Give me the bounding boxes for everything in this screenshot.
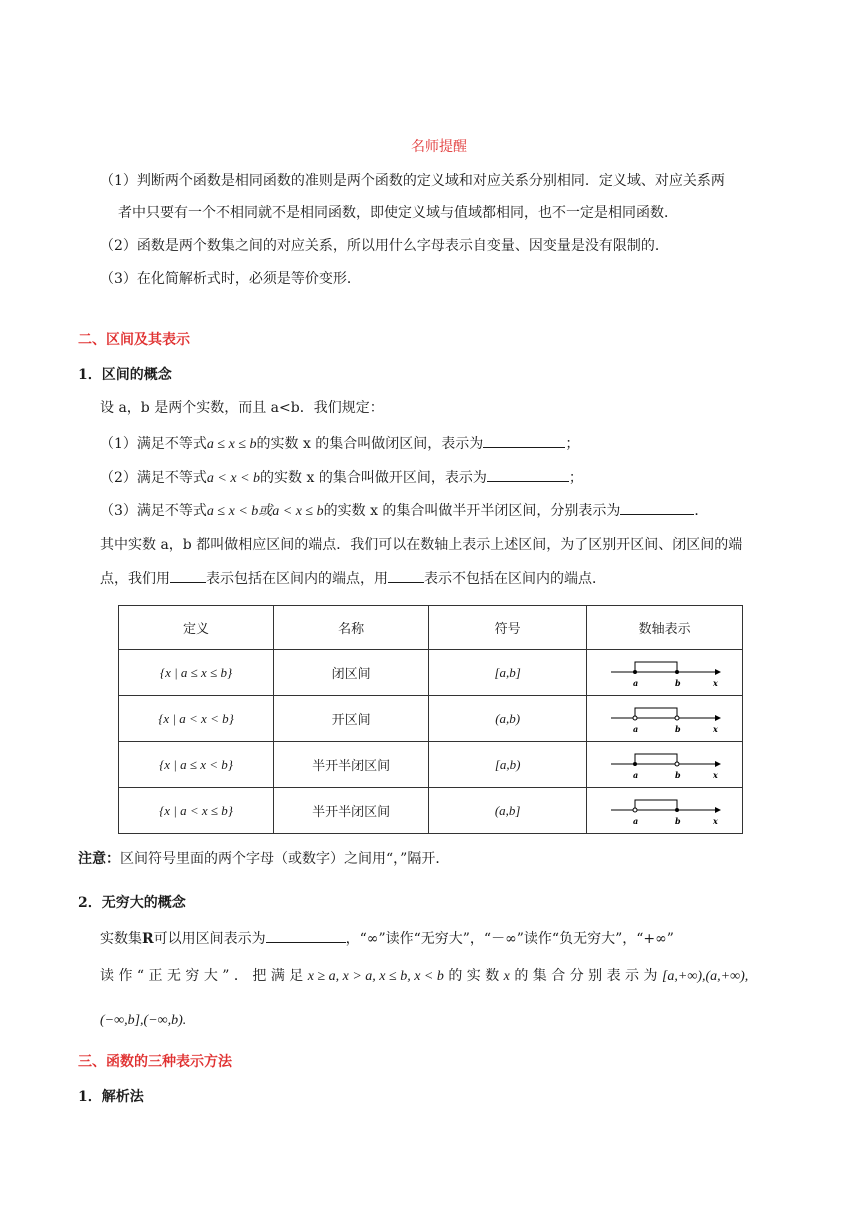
section-heading-intervals: 二、区间及其表示 [78, 332, 190, 348]
interval-table [118, 605, 743, 834]
row4-symbol: (a,b] [429, 788, 587, 834]
para-b-part1: 点，我们用 [100, 571, 170, 587]
infinity-line-3: (−∞,b],(−∞,b). [100, 1013, 187, 1028]
axis-label-b: b [674, 815, 681, 826]
real-set-interval-blank[interactable] [266, 928, 346, 943]
row2-symbol: (a,b) [429, 696, 587, 742]
row4-name: 半开半闭区间 [274, 788, 429, 834]
tip-paragraph-3: （3）在化简解析式时，必须是等价变形． [100, 271, 361, 287]
axis-label-b: b [674, 769, 681, 780]
row4-number-line [587, 788, 743, 834]
tip-paragraph-2: （2）函数是两个数集之间的对应关系，所以用什么字母表示自变量、因变量是没有限制的． [100, 238, 669, 254]
table-row [119, 788, 743, 834]
row3-number-line [587, 742, 743, 788]
included-endpoint-blank[interactable] [170, 568, 206, 583]
closed-interval-number-line [605, 656, 725, 690]
inf-b-math: x ≥ a, x > a, x ≤ b, x < b [307, 969, 444, 984]
item2-prefix: （2）满足不等式 [100, 470, 207, 486]
note-line [78, 849, 449, 869]
table-row [119, 696, 743, 742]
table-row [119, 650, 743, 696]
table-header-row [119, 606, 743, 650]
inf-text-3: ，“∞”读作“无穷大”，“－∞”读作“负无穷大”，“+∞” [345, 931, 674, 947]
item1-end: ； [565, 436, 580, 452]
row3-name: 半开半闭区间 [274, 742, 429, 788]
section-heading-representations: 三、函数的三种表示方法 [78, 1054, 232, 1070]
axis-label-x: x [712, 723, 718, 734]
endpoint-paragraph-b [100, 568, 606, 589]
subheading-interval-concept: 1．区间的概念 [78, 367, 172, 383]
row1-name: 闭区间 [274, 650, 429, 696]
axis-label-b: b [674, 677, 681, 688]
axis-label-x: x [712, 769, 718, 780]
infinity-line-1 [100, 928, 674, 949]
tip-paragraph-1b: 者中只要有一个不相同就不是相同函数，即使定义域与值域都相同，也不一定是相同函数． [118, 205, 678, 221]
row2-definition: {x | a < x < b} [119, 696, 274, 742]
open-interval-number-line [605, 702, 725, 736]
para-b-part2: 表示包括在区间内的端点，用 [206, 571, 388, 587]
closed-interval-line [100, 433, 579, 455]
inf-text-1: 实数集 [100, 931, 142, 947]
axis-label-a: a [632, 769, 638, 780]
row3-definition: {x | a ≤ x < b} [119, 742, 274, 788]
half-open-interval-blank[interactable] [620, 500, 694, 515]
item3-prefix: （3）满足不等式 [100, 503, 207, 519]
item2-math: a < x < b [206, 471, 261, 486]
tip-title: 名师提醒 [411, 139, 467, 155]
axis-label-a: a [632, 677, 638, 688]
item3-math: a ≤ x < b或a < x ≤ b [206, 504, 324, 519]
half-open-interval-line [100, 500, 708, 522]
open-interval-line [100, 467, 583, 489]
endpoint-paragraph-a: 其中实数 a，b 都叫做相应区间的端点．我们可以在数轴上表示上述区间，为了区别开区间、闭区间的端 [100, 537, 743, 553]
axis-label-b: b [674, 723, 681, 734]
excluded-endpoint-blank[interactable] [388, 568, 424, 583]
row2-number-line [587, 696, 743, 742]
row1-definition: {x | a ≤ x ≤ b} [119, 650, 274, 696]
row2-name: 开区间 [274, 696, 429, 742]
header-definition: 定义 [119, 606, 274, 650]
inf-text-2: 可以用区间表示为 [153, 931, 266, 947]
inf-b-text-1: 读 作 “ 正 无 穷 大 ” ． 把 满 足 [100, 968, 304, 984]
table-row [119, 742, 743, 788]
axis-label-a: a [632, 815, 638, 826]
row1-symbol: [a,b] [429, 650, 587, 696]
note-text: 区间符号里面的两个字母（或数字）之间用“，”隔开． [120, 851, 450, 867]
axis-label-a: a [632, 723, 638, 734]
right-closed-interval-number-line [605, 794, 725, 828]
para-b-part3: 表示不包括在区间内的端点． [424, 571, 606, 587]
subheading-analytic-method: 1．解析法 [78, 1089, 144, 1105]
axis-label-x: x [712, 677, 718, 688]
infinity-line-2 [100, 966, 748, 987]
row1-number-line [587, 650, 743, 696]
inf-b-text-3: 的 集 合 分 别 表 示 为 [514, 968, 658, 984]
item1-text: 的实数 x 的集合叫做闭区间，表示为 [256, 436, 484, 452]
intro-line: 设 a，b 是两个实数，而且 a<b．我们规定： [100, 400, 384, 416]
item2-text: 的实数 x 的集合叫做开区间，表示为 [260, 470, 487, 486]
open-interval-blank[interactable] [487, 467, 569, 482]
item2-end: ； [568, 470, 583, 486]
tip-paragraph-1a: （1）判断两个函数是相同函数的准则是两个函数的定义域和对应关系分别相同．定义域、对应关系两 [100, 173, 725, 189]
row3-symbol: [a,b) [429, 742, 587, 788]
inf-b-text-2: 的 实 数 [448, 968, 500, 984]
item1-prefix: （1）满足不等式 [100, 436, 207, 452]
left-closed-interval-number-line [605, 748, 725, 782]
item3-end: ． [694, 503, 709, 519]
item1-math: a ≤ x ≤ b [206, 437, 257, 452]
note-label: 注意： [78, 851, 120, 867]
header-name: 名称 [274, 606, 429, 650]
subheading-infinity: 2．无穷大的概念 [78, 895, 186, 911]
axis-label-x: x [712, 815, 718, 826]
row4-definition: {x | a < x ≤ b} [119, 788, 274, 834]
header-number-line: 数轴表示 [587, 606, 743, 650]
inf-b-sets: [a,+∞),(a,+∞), [661, 969, 749, 984]
inf-b-x: x [503, 969, 510, 984]
real-set-symbol: R [142, 931, 154, 947]
item3-text: 的实数 x 的集合叫做半开半闭区间，分别表示为 [323, 503, 621, 519]
closed-interval-blank[interactable] [483, 433, 565, 448]
header-symbol: 符号 [429, 606, 587, 650]
